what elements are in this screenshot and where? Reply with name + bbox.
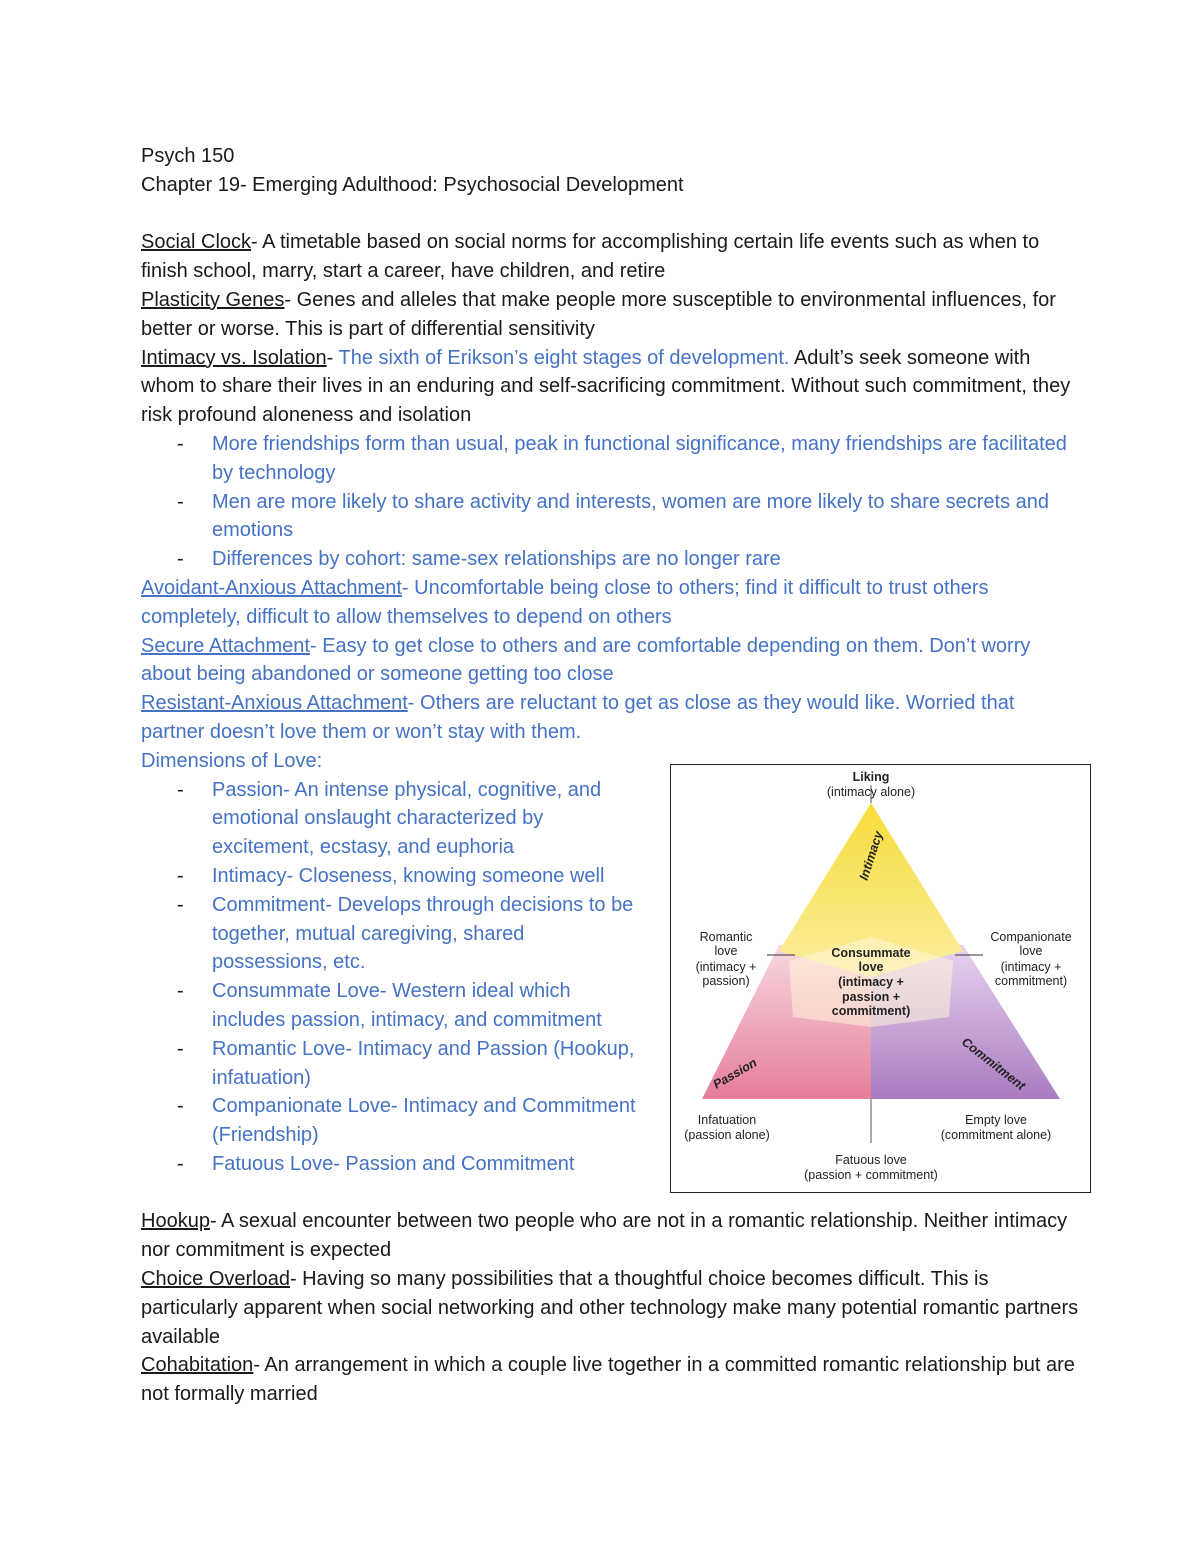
romantic-label-4: passion) <box>702 974 750 988</box>
definition-avoidant-attachment: - Uncomfortable being close to others; find it difficult to trust others completely, difficult to allow themselves to depend on others <box>141 576 989 628</box>
list-item: - Fatuous Love- Passion and Commitment <box>141 1150 641 1179</box>
definition-secure-attachment: - Easy to get close to others and are comfortable depending on them. Don’t worry about being abandoned or someone getting too close <box>141 634 1031 686</box>
romantic-label-3: (intimacy + <box>695 960 757 974</box>
consummate-label-5: commitment) <box>831 1004 911 1018</box>
definition-cohabitation: - An arrangement in which a couple live together in a committed romantic relationship but are not formally married <box>141 1354 1075 1406</box>
resistant-attachment-entry <box>141 689 1081 747</box>
list-item: - Consummate Love- Western ideal which includes passion, intimacy, and commitment <box>141 977 641 1035</box>
romantic-label-2: love <box>714 944 738 958</box>
empty-love-subtitle: (commitment alone) <box>940 1128 1052 1142</box>
hookup-entry <box>141 1207 1081 1265</box>
term-intimacy-isolation: Intimacy vs. Isolation <box>141 346 327 369</box>
spacer <box>141 200 1081 229</box>
erikson-stage-note: The sixth of Erikson’s eight stages of development. <box>338 346 790 369</box>
love-triangle-svg <box>671 765 1090 1192</box>
definition-intimacy-isolation: Adult’s seek someone with whom to share their lives in an enduring and self-sacrificing commitment. Without such commitment, they risk profound aloneness and isolation <box>141 346 1071 427</box>
side-label-intimacy: Intimacy <box>856 829 886 883</box>
liking-subtitle: (intimacy alone) <box>826 785 916 799</box>
consummate-label-2: love <box>858 960 884 974</box>
fatuous-love-title: Fatuous love <box>835 1153 907 1167</box>
consummate-label-1: Consummate <box>831 946 911 960</box>
triangular-love-diagram <box>670 764 1091 1193</box>
companionate-label-1: Companionate <box>990 930 1072 944</box>
definition-hookup: - A sexual encounter between two people who are not in a romantic relationship. Neither intimacy nor commitment is expected <box>141 1210 1068 1262</box>
side-label-passion: Passion <box>710 1055 760 1092</box>
term-cohabitation: Cohabitation <box>141 1354 254 1377</box>
list-item: - Romantic Love- Intimacy and Passion (Hookup, infatuation) <box>141 1035 641 1093</box>
list-item: - Passion- An intense physical, cognitive, and emotional onslaught characterized by excitement, ecstasy, and euphoria <box>141 776 641 862</box>
plasticity-genes-entry <box>141 286 1081 344</box>
definition-resistant-attachment: - Others are reluctant to get as close as they would like. Worried that partner doesn’t love them or won’t stay with them. <box>141 692 1015 743</box>
fatuous-love-subtitle: (passion + commitment) <box>804 1168 938 1182</box>
course-title: Psych 150 <box>141 145 235 167</box>
term-secure-attachment: Secure Attachment <box>141 634 310 657</box>
companionate-label-4: commitment) <box>994 974 1068 988</box>
term-avoidant-attachment: Avoidant-Anxious Attachment <box>141 576 402 599</box>
list-item: - Intimacy- Closeness, knowing someone well <box>141 862 641 891</box>
list-item: - More friendships form than usual, peak in functional significance, many friendships are facilitated by technology <box>141 430 1081 488</box>
consummate-label-3: (intimacy + <box>838 975 904 989</box>
definition-plasticity-genes: - Genes and alleles that make people more susceptible to environmental influences, for better or worse. This is part of differential sensitivity <box>141 288 1056 340</box>
definition-choice-overload: - Having so many possibilities that a thoughtful choice becomes difficult. This is particularly apparent when social networking and other technology make many potential romantic partners available <box>141 1268 1079 1348</box>
secure-attachment-entry <box>141 632 1081 690</box>
term-hookup: Hookup <box>141 1210 210 1233</box>
consummate-label-4: passion + <box>841 990 901 1004</box>
list-item: - Companionate Love- Intimacy and Commitment (Friendship) <box>141 1092 641 1150</box>
dimensions-bullet-list <box>141 776 641 1179</box>
intimacy-bullet-list <box>141 430 1081 574</box>
term-resistant-attachment: Resistant-Anxious Attachment <box>141 692 408 715</box>
dash: - <box>326 346 339 369</box>
chapter-title: Chapter 19- Emerging Adulthood: Psychosocial Development <box>141 173 684 196</box>
romantic-label-1: Romantic <box>699 930 753 944</box>
term-plasticity-genes: Plasticity Genes <box>141 288 285 311</box>
definition-social-clock: - A timetable based on social norms for accomplishing certain life events such as when to finish school, marry, start a career, have children, and retire <box>141 231 1040 283</box>
infatuation-subtitle: (passion alone) <box>684 1128 770 1142</box>
side-label-commitment: Commitment <box>959 1034 1028 1093</box>
cohabitation-entry <box>141 1351 1081 1409</box>
choice-overload-entry <box>141 1265 1081 1351</box>
term-social-clock: Social Clock <box>141 231 252 254</box>
list-item: - Men are more likely to share activity and interests, women are more likely to share secrets and emotions <box>141 488 1081 546</box>
empty-love-title: Empty love <box>965 1113 1027 1127</box>
intimacy-isolation-entry <box>141 344 1081 430</box>
term-choice-overload: Choice Overload <box>141 1268 290 1291</box>
dimensions-heading: Dimensions of Love: <box>141 749 323 772</box>
companionate-label-2: love <box>1019 944 1043 958</box>
list-item: - Commitment- Develops through decisions to be together, mutual caregiving, shared possessions, etc. <box>141 891 641 977</box>
social-clock-entry <box>141 228 1081 286</box>
avoidant-attachment-entry <box>141 574 1081 632</box>
infatuation-title: Infatuation <box>697 1113 757 1127</box>
liking-title: Liking <box>852 770 890 784</box>
companionate-label-3: (intimacy + <box>1000 960 1062 974</box>
list-item: - Differences by cohort: same-sex relationships are no longer rare <box>141 545 1081 574</box>
